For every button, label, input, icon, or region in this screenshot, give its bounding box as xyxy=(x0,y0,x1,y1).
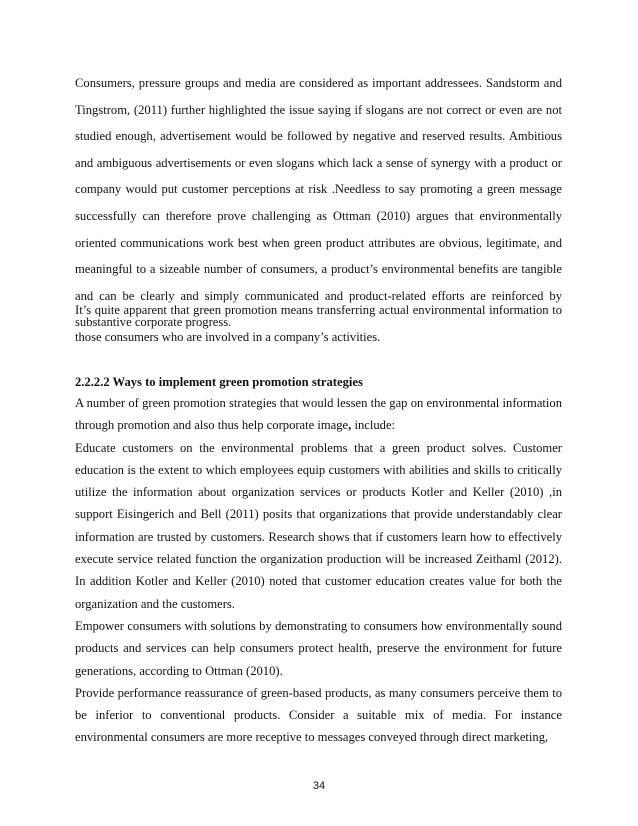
paragraph-consumers-addressees: Consumers, pressure groups and media are considered as important addressees. Sandstorm and Tingstrom, (2011) further highlighted the issue saying if slogans are not correct or even are not studied enough, advertisement would be followed by negative and reserved results. Ambitious and ambiguous advertisements or even slogans which lack a sense of synergy with a product or company would put customer perceptions at risk .Needless to say promoting a green message successfully can therefore prove challenging as Ottman (2010) argues that environmentally oriented communications work best when green product attributes are obvious, legitimate, and meaningful to a sizeable number of consumers, a product’s environmental benefits are tangible and can be clearly and simply communicated and product-related efforts are reinforced by substantive corporate progress. xyxy=(75,76,562,330)
strategies-body xyxy=(75,392,562,749)
paragraph-educate-customers: Educate customers on the environmental problems that a green product solves. Customer education is the extent to which employees equip customers with abilities and skills to critically utilize the information about organization services or products Kotler and Keller (2010) ,in support Eisingerich and Bell (2011) posits that organizations that provide understandably clear information are trusted by customers. Research shows that if customers learn how to effectively execute service related function the organization production will be increased Zeithaml (2012). In addition Kotler and Keller (2010) noted that customer education creates value for both the organization and the customers. xyxy=(75,440,562,611)
paragraph-strategies-intro xyxy=(75,392,562,437)
paragraph-performance-reassurance: Provide performance reassurance of green-based products, as many consumers perceive them to be inferior to conventional products. Consider a suitable mix of media. For instance environmental consumers are more receptive to messages conveyed through direct marketing, xyxy=(75,685,562,745)
page-number: 34 xyxy=(312,780,326,792)
paragraph-green-promotion-meaning: It’s quite apparent that green promotion means transferring actual environmental information to those consumers who are involved in a company’s activities. xyxy=(75,303,562,344)
strategies-intro-text: A number of green promotion strategies that would lessen the gap on environmental information through promotion and also thus help corporate image xyxy=(75,396,562,433)
strategies-intro-tail: include: xyxy=(351,418,396,433)
section-heading: 2.2.2.2 Ways to implement green promotion strategies xyxy=(75,375,363,389)
strategies-intro-comma: , xyxy=(348,418,352,433)
paragraph-empower-consumers: Empower consumers with solutions by demonstrating to consumers how environmentally sound products and services can help consumers protect health, preserve the environment for future generations, according to Ottman (2010). xyxy=(75,618,562,678)
